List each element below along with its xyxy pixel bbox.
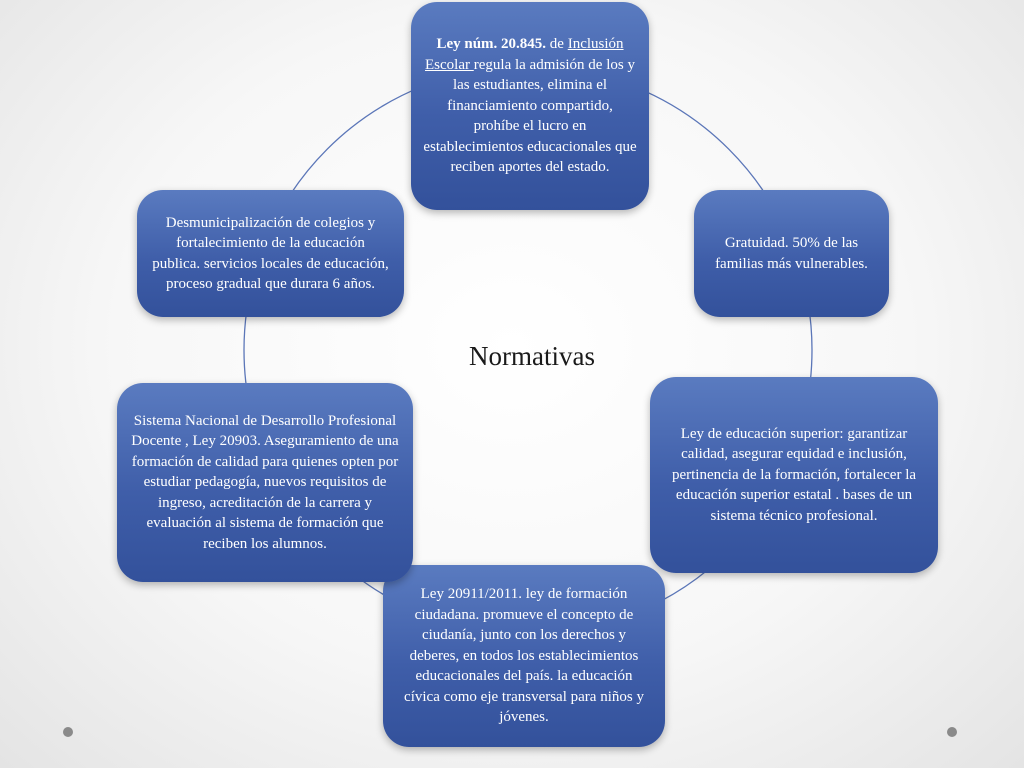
- slide-corner-dot-right: [947, 727, 957, 737]
- slide-corner-dot-left: [63, 727, 73, 737]
- center-label: Normativas: [469, 341, 595, 371]
- node-ley-formacion-ciudadana-text: Ley 20911/2011. ley de formación ciudadana. promueve el concepto de ciudanía, junto con los derechos y deberes, en todos los establecimientos educacionales del país. la educación cívica como eje transversal para niños y jóvenes.: [404, 586, 644, 726]
- node-desarrollo-profesional-docente: [117, 383, 413, 582]
- inclusion-escolar-link: Inclusión Escolar: [425, 36, 624, 73]
- node-desmunicipalizacion: [137, 190, 404, 317]
- node-gratuidad-text: Gratuidad. 50% de las familias más vulnerables.: [715, 235, 868, 272]
- node-ley-inclusion-escolar: Ley núm. 20.845. de Inclusión Escolar regula la admisión de los y las estudiantes, elimina el financiamiento compartido, prohíbe el lucro en establecimientos educacionales que reciben aportes del estado.: [411, 2, 649, 210]
- node-gratuidad: [694, 190, 889, 317]
- node-ley-educacion-superior-text: Ley de educación superior: garantizar calidad, asegurar equidad e inclusión, pertinencia de la formación, fortalecer la educación superior estatal . bases de un sistema técnico profesional.: [671, 425, 917, 524]
- node-desarrollo-profesional-docente-text: Sistema Nacional de Desarrollo Profesional Docente , Ley 20903. Aseguramiento de una formación de calidad para quienes opten por estudiar pedagogía, nuevos requisitos de ingreso, acreditación de la carrera y evaluación al sistema de formación que reciben los alumnos.: [131, 412, 399, 552]
- node-ley-inclusion-number: Ley núm. 20.845.: [436, 36, 547, 53]
- node-ley-educacion-superior: [650, 377, 938, 573]
- node-ley-formacion-ciudadana: [383, 565, 665, 747]
- node-desmunicipalizacion-text: Desmunicipalización de colegios y fortalecimiento de la educación publica. servicios locales de educación, proceso gradual que durara 6 años.: [152, 214, 389, 292]
